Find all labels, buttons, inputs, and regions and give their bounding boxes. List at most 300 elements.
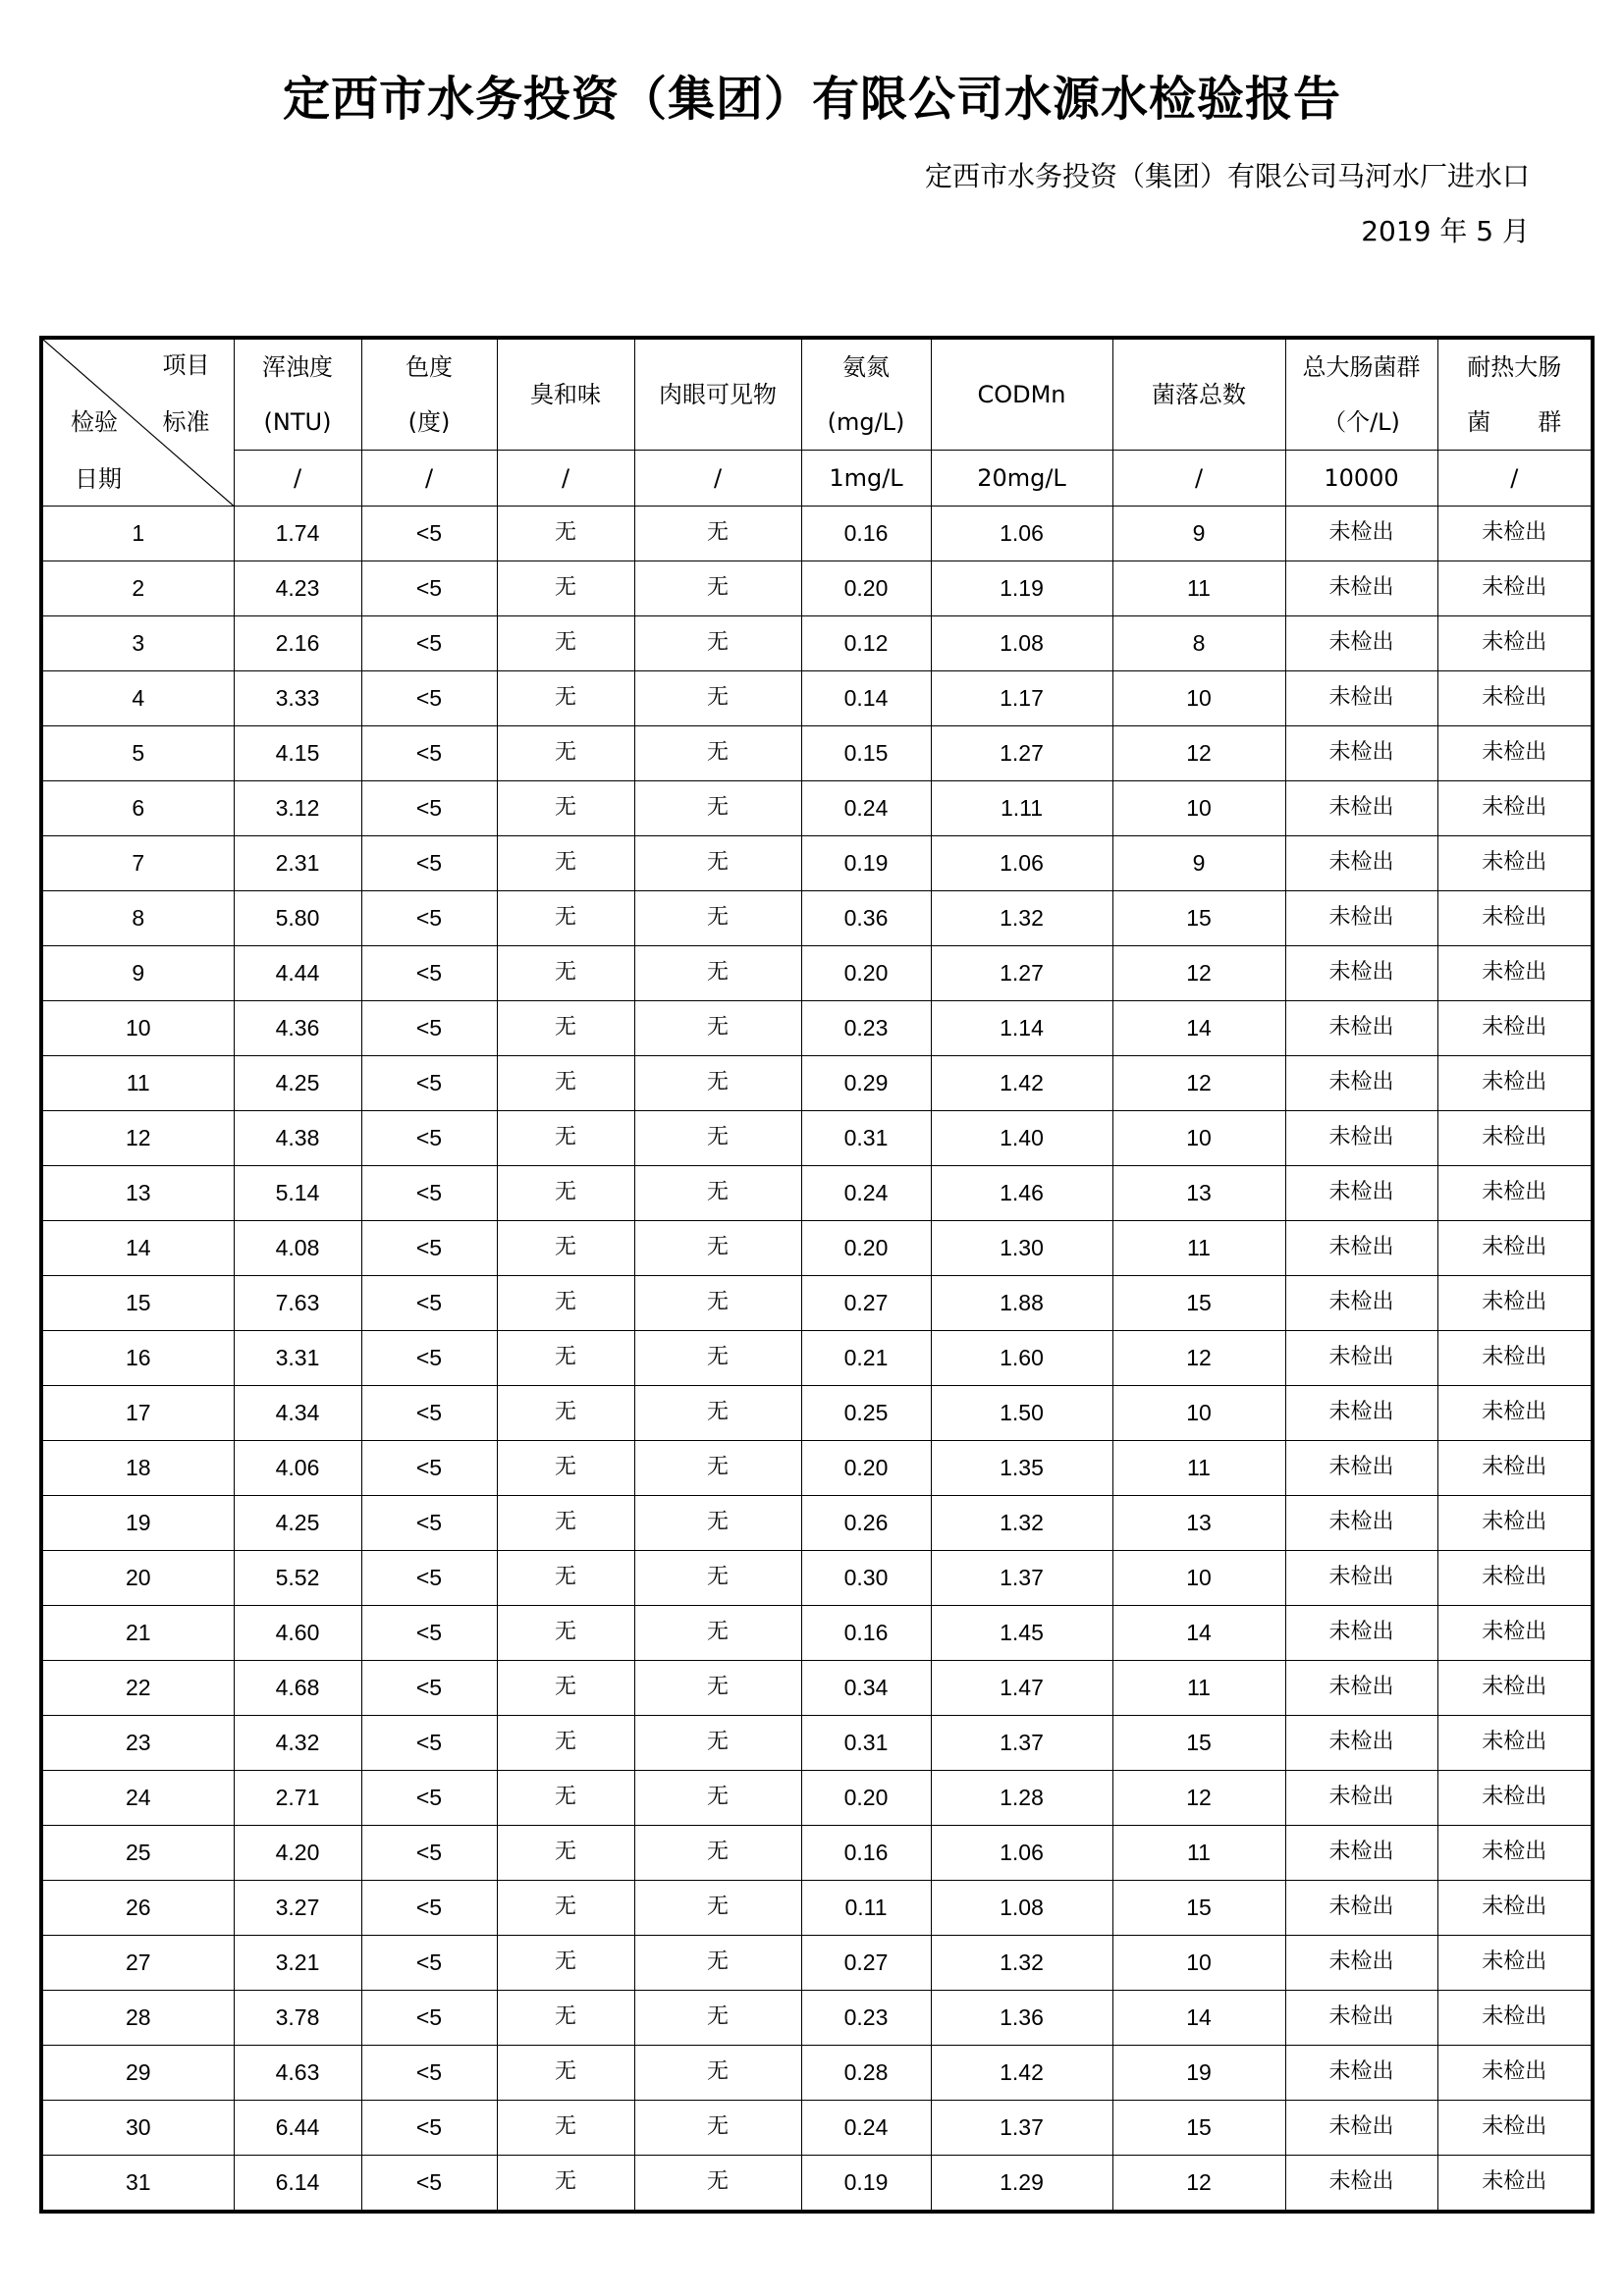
cell-day: 26	[41, 1881, 234, 1936]
cell-color: <5	[361, 671, 497, 726]
cell-thermotolerant-coliform: 未检出	[1437, 1496, 1593, 1551]
cell-day: 30	[41, 2101, 234, 2156]
cell-odor-taste: 无	[497, 1716, 634, 1771]
cell-thermotolerant-coliform: 未检出	[1437, 671, 1593, 726]
cell-total-coliform: 未检出	[1285, 616, 1437, 671]
cell-codmn: 1.42	[931, 1056, 1112, 1111]
cell-visible-matter: 无	[634, 561, 801, 616]
cell-odor-taste: 无	[497, 946, 634, 1001]
cell-thermotolerant-coliform: 未检出	[1437, 781, 1593, 836]
cell-codmn: 1.60	[931, 1331, 1112, 1386]
table-row	[41, 1331, 1593, 1386]
table-row	[41, 1551, 1593, 1606]
cell-color: <5	[361, 1936, 497, 1991]
cell-codmn: 1.40	[931, 1111, 1112, 1166]
cell-codmn: 1.32	[931, 1496, 1112, 1551]
cell-visible-matter: 无	[634, 836, 801, 891]
cell-ammonia-nitrogen: 0.23	[801, 1001, 931, 1056]
cell-color: <5	[361, 1276, 497, 1331]
cell-color: <5	[361, 1221, 497, 1276]
cell-codmn: 1.47	[931, 1661, 1112, 1716]
cell-day: 11	[41, 1056, 234, 1111]
standard-turbidity: /	[234, 451, 361, 507]
cell-ammonia-nitrogen: 0.31	[801, 1111, 931, 1166]
cell-total-bacteria: 10	[1112, 1111, 1285, 1166]
cell-total-coliform: 未检出	[1285, 1991, 1437, 2046]
cell-turbidity: 3.31	[234, 1331, 361, 1386]
cell-odor-taste: 无	[497, 1661, 634, 1716]
cell-codmn: 1.42	[931, 2046, 1112, 2101]
cell-total-bacteria: 9	[1112, 507, 1285, 561]
cell-day: 7	[41, 836, 234, 891]
cell-total-bacteria: 13	[1112, 1496, 1285, 1551]
cell-odor-taste: 无	[497, 1166, 634, 1221]
cell-total-bacteria: 10	[1112, 781, 1285, 836]
cell-visible-matter: 无	[634, 781, 801, 836]
table-row	[41, 726, 1593, 781]
cell-color: <5	[361, 507, 497, 561]
cell-thermotolerant-coliform: 未检出	[1437, 507, 1593, 561]
cell-total-coliform: 未检出	[1285, 1826, 1437, 1881]
cell-thermotolerant-coliform: 未检出	[1437, 946, 1593, 1001]
cell-total-bacteria: 12	[1112, 1331, 1285, 1386]
cell-color: <5	[361, 2046, 497, 2101]
cell-ammonia-nitrogen: 0.24	[801, 1166, 931, 1221]
cell-total-coliform: 未检出	[1285, 1551, 1437, 1606]
cell-total-coliform: 未检出	[1285, 1881, 1437, 1936]
cell-total-coliform: 未检出	[1285, 891, 1437, 946]
cell-color: <5	[361, 561, 497, 616]
cell-codmn: 1.36	[931, 1991, 1112, 2046]
cell-ammonia-nitrogen: 0.11	[801, 1881, 931, 1936]
cell-color: <5	[361, 1716, 497, 1771]
cell-ammonia-nitrogen: 0.12	[801, 616, 931, 671]
cell-total-bacteria: 12	[1112, 726, 1285, 781]
cell-odor-taste: 无	[497, 1111, 634, 1166]
cell-thermotolerant-coliform: 未检出	[1437, 726, 1593, 781]
cell-total-coliform: 未检出	[1285, 1496, 1437, 1551]
corner-label-item: 项目	[162, 351, 210, 379]
corner-label-standard: 标准	[162, 408, 210, 436]
cell-codmn: 1.45	[931, 1606, 1112, 1661]
cell-turbidity: 6.14	[234, 2156, 361, 2213]
cell-visible-matter: 无	[634, 1936, 801, 1991]
corner-label-check: 检验	[71, 408, 118, 436]
cell-total-bacteria: 15	[1112, 1716, 1285, 1771]
column-header-name: 浑浊度	[262, 353, 333, 381]
table-row	[41, 1771, 1593, 1826]
cell-thermotolerant-coliform: 未检出	[1437, 1826, 1593, 1881]
cell-odor-taste: 无	[497, 891, 634, 946]
cell-day: 14	[41, 1221, 234, 1276]
cell-total-bacteria: 10	[1112, 1936, 1285, 1991]
cell-thermotolerant-coliform: 未检出	[1437, 1441, 1593, 1496]
cell-turbidity: 2.16	[234, 616, 361, 671]
cell-color: <5	[361, 1056, 497, 1111]
cell-total-bacteria: 11	[1112, 1826, 1285, 1881]
cell-turbidity: 4.23	[234, 561, 361, 616]
cell-total-bacteria: 12	[1112, 1056, 1285, 1111]
table-row	[41, 671, 1593, 726]
cell-odor-taste: 无	[497, 1496, 634, 1551]
cell-visible-matter: 无	[634, 2046, 801, 2101]
cell-turbidity: 4.44	[234, 946, 361, 1001]
cell-total-bacteria: 10	[1112, 1551, 1285, 1606]
cell-visible-matter: 无	[634, 1221, 801, 1276]
cell-turbidity: 4.08	[234, 1221, 361, 1276]
cell-thermotolerant-coliform: 未检出	[1437, 1606, 1593, 1661]
cell-odor-taste: 无	[497, 1936, 634, 1991]
cell-codmn: 1.29	[931, 2156, 1112, 2213]
table-row	[41, 2046, 1593, 2101]
cell-total-coliform: 未检出	[1285, 1331, 1437, 1386]
cell-codmn: 1.11	[931, 781, 1112, 836]
cell-turbidity: 3.27	[234, 1881, 361, 1936]
cell-day: 22	[41, 1661, 234, 1716]
cell-ammonia-nitrogen: 0.20	[801, 1441, 931, 1496]
cell-turbidity: 4.20	[234, 1826, 361, 1881]
cell-odor-taste: 无	[497, 561, 634, 616]
cell-odor-taste: 无	[497, 726, 634, 781]
cell-color: <5	[361, 1111, 497, 1166]
cell-odor-taste: 无	[497, 2156, 634, 2213]
cell-color: <5	[361, 946, 497, 1001]
column-header-name: 总大肠菌群	[1302, 353, 1421, 381]
cell-turbidity: 4.60	[234, 1606, 361, 1661]
cell-turbidity: 1.74	[234, 507, 361, 561]
table-row	[41, 1221, 1593, 1276]
cell-total-coliform: 未检出	[1285, 1716, 1437, 1771]
table-row	[41, 561, 1593, 616]
column-header-name: 耐热大肠	[1467, 353, 1562, 381]
table-body	[41, 338, 1593, 2212]
cell-total-bacteria: 12	[1112, 2156, 1285, 2213]
column-header-thermotolerant-coliform	[1437, 338, 1593, 451]
cell-visible-matter: 无	[634, 946, 801, 1001]
header-row-names	[41, 338, 1593, 451]
column-header-name: 臭和味	[530, 381, 601, 408]
cell-odor-taste: 无	[497, 1881, 634, 1936]
cell-day: 23	[41, 1716, 234, 1771]
cell-visible-matter: 无	[634, 1331, 801, 1386]
cell-odor-taste: 无	[497, 781, 634, 836]
cell-day: 15	[41, 1276, 234, 1331]
table-row	[41, 946, 1593, 1001]
cell-thermotolerant-coliform: 未检出	[1437, 1881, 1593, 1936]
cell-day: 4	[41, 671, 234, 726]
cell-visible-matter: 无	[634, 1001, 801, 1056]
cell-day: 2	[41, 561, 234, 616]
cell-turbidity: 5.52	[234, 1551, 361, 1606]
cell-visible-matter: 无	[634, 1881, 801, 1936]
cell-total-coliform: 未检出	[1285, 671, 1437, 726]
cell-total-bacteria: 15	[1112, 2101, 1285, 2156]
table-row	[41, 781, 1593, 836]
cell-visible-matter: 无	[634, 1496, 801, 1551]
cell-day: 8	[41, 891, 234, 946]
cell-visible-matter: 无	[634, 1551, 801, 1606]
cell-day: 21	[41, 1606, 234, 1661]
cell-total-bacteria: 11	[1112, 1661, 1285, 1716]
cell-ammonia-nitrogen: 0.19	[801, 836, 931, 891]
cell-thermotolerant-coliform: 未检出	[1437, 1001, 1593, 1056]
cell-visible-matter: 无	[634, 2156, 801, 2213]
cell-turbidity: 5.80	[234, 891, 361, 946]
table-row	[41, 2101, 1593, 2156]
cell-thermotolerant-coliform: 未检出	[1437, 1551, 1593, 1606]
cell-turbidity: 4.25	[234, 1496, 361, 1551]
cell-ammonia-nitrogen: 0.21	[801, 1331, 931, 1386]
cell-ammonia-nitrogen: 0.29	[801, 1056, 931, 1111]
cell-visible-matter: 无	[634, 1606, 801, 1661]
cell-turbidity: 4.32	[234, 1716, 361, 1771]
cell-codmn: 1.35	[931, 1441, 1112, 1496]
cell-color: <5	[361, 616, 497, 671]
cell-codmn: 1.37	[931, 2101, 1112, 2156]
cell-turbidity: 3.78	[234, 1991, 361, 2046]
cell-total-coliform: 未检出	[1285, 561, 1437, 616]
cell-ammonia-nitrogen: 0.30	[801, 1551, 931, 1606]
cell-ammonia-nitrogen: 0.31	[801, 1716, 931, 1771]
cell-codmn: 1.19	[931, 561, 1112, 616]
cell-codmn: 1.37	[931, 1716, 1112, 1771]
cell-total-coliform: 未检出	[1285, 1441, 1437, 1496]
cell-visible-matter: 无	[634, 1441, 801, 1496]
cell-odor-taste: 无	[497, 1606, 634, 1661]
table-row	[41, 1991, 1593, 2046]
cell-odor-taste: 无	[497, 1276, 634, 1331]
cell-codmn: 1.06	[931, 1826, 1112, 1881]
cell-color: <5	[361, 1441, 497, 1496]
cell-color: <5	[361, 726, 497, 781]
column-header-name: 氨氮	[842, 353, 890, 381]
water-quality-table	[39, 336, 1595, 2214]
sampling-location: 定西市水务投资（集团）有限公司马河水厂进水口	[924, 160, 1530, 192]
cell-total-coliform: 未检出	[1285, 1386, 1437, 1441]
cell-turbidity: 4.63	[234, 2046, 361, 2101]
cell-visible-matter: 无	[634, 1771, 801, 1826]
cell-thermotolerant-coliform: 未检出	[1437, 2046, 1593, 2101]
table-row	[41, 2156, 1593, 2213]
cell-total-bacteria: 12	[1112, 1771, 1285, 1826]
cell-odor-taste: 无	[497, 616, 634, 671]
cell-total-coliform: 未检出	[1285, 507, 1437, 561]
cell-day: 17	[41, 1386, 234, 1441]
cell-day: 3	[41, 616, 234, 671]
cell-turbidity: 2.31	[234, 836, 361, 891]
cell-odor-taste: 无	[497, 1056, 634, 1111]
cell-total-bacteria: 10	[1112, 1386, 1285, 1441]
cell-total-bacteria: 10	[1112, 671, 1285, 726]
cell-total-coliform: 未检出	[1285, 1936, 1437, 1991]
cell-total-bacteria: 8	[1112, 616, 1285, 671]
cell-total-coliform: 未检出	[1285, 1001, 1437, 1056]
cell-day: 18	[41, 1441, 234, 1496]
cell-turbidity: 3.12	[234, 781, 361, 836]
cell-thermotolerant-coliform: 未检出	[1437, 891, 1593, 946]
cell-odor-taste: 无	[497, 1331, 634, 1386]
cell-ammonia-nitrogen: 0.26	[801, 1496, 931, 1551]
table-row	[41, 1661, 1593, 1716]
cell-ammonia-nitrogen: 0.14	[801, 671, 931, 726]
header-row-standards	[41, 451, 1593, 507]
cell-ammonia-nitrogen: 0.27	[801, 1936, 931, 1991]
cell-ammonia-nitrogen: 0.36	[801, 891, 931, 946]
table-row	[41, 616, 1593, 671]
cell-day: 19	[41, 1496, 234, 1551]
cell-codmn: 1.28	[931, 1771, 1112, 1826]
standard-visible-matter: /	[634, 451, 801, 507]
cell-turbidity: 4.25	[234, 1056, 361, 1111]
cell-total-coliform: 未检出	[1285, 2046, 1437, 2101]
cell-codmn: 1.88	[931, 1276, 1112, 1331]
cell-codmn: 1.08	[931, 1881, 1112, 1936]
cell-color: <5	[361, 1001, 497, 1056]
cell-codmn: 1.17	[931, 671, 1112, 726]
cell-thermotolerant-coliform: 未检出	[1437, 561, 1593, 616]
cell-visible-matter: 无	[634, 1661, 801, 1716]
cell-day: 29	[41, 2046, 234, 2101]
table-row	[41, 1441, 1593, 1496]
cell-thermotolerant-coliform: 未检出	[1437, 2156, 1593, 2213]
cell-ammonia-nitrogen: 0.28	[801, 2046, 931, 2101]
cell-thermotolerant-coliform: 未检出	[1437, 1221, 1593, 1276]
cell-odor-taste: 无	[497, 1441, 634, 1496]
cell-ammonia-nitrogen: 0.15	[801, 726, 931, 781]
cell-ammonia-nitrogen: 0.20	[801, 946, 931, 1001]
cell-day: 20	[41, 1551, 234, 1606]
cell-total-bacteria: 13	[1112, 1166, 1285, 1221]
cell-total-coliform: 未检出	[1285, 2156, 1437, 2213]
cell-codmn: 1.06	[931, 836, 1112, 891]
cell-turbidity: 4.15	[234, 726, 361, 781]
cell-day: 12	[41, 1111, 234, 1166]
cell-ammonia-nitrogen: 0.27	[801, 1276, 931, 1331]
cell-day: 31	[41, 2156, 234, 2213]
cell-thermotolerant-coliform: 未检出	[1437, 1056, 1593, 1111]
cell-color: <5	[361, 1881, 497, 1936]
cell-odor-taste: 无	[497, 2046, 634, 2101]
report-date: 2019 年 5 月	[1361, 215, 1530, 247]
table-row	[41, 1056, 1593, 1111]
cell-total-bacteria: 14	[1112, 1991, 1285, 2046]
report-title: 定西市水务投资（集团）有限公司水源水检验报告	[282, 72, 1341, 127]
cell-color: <5	[361, 781, 497, 836]
cell-day: 13	[41, 1166, 234, 1221]
table-row	[41, 1111, 1593, 1166]
cell-total-bacteria: 11	[1112, 561, 1285, 616]
table-row	[41, 836, 1593, 891]
cell-day: 16	[41, 1331, 234, 1386]
cell-color: <5	[361, 1166, 497, 1221]
cell-visible-matter: 无	[634, 2101, 801, 2156]
cell-total-bacteria: 15	[1112, 891, 1285, 946]
cell-thermotolerant-coliform: 未检出	[1437, 836, 1593, 891]
cell-turbidity: 5.14	[234, 1166, 361, 1221]
cell-color: <5	[361, 836, 497, 891]
cell-odor-taste: 无	[497, 1386, 634, 1441]
cell-thermotolerant-coliform: 未检出	[1437, 1771, 1593, 1826]
cell-visible-matter: 无	[634, 1826, 801, 1881]
cell-day: 25	[41, 1826, 234, 1881]
cell-color: <5	[361, 1991, 497, 2046]
table-row	[41, 1386, 1593, 1441]
cell-odor-taste: 无	[497, 671, 634, 726]
cell-ammonia-nitrogen: 0.23	[801, 1991, 931, 2046]
cell-turbidity: 4.36	[234, 1001, 361, 1056]
cell-visible-matter: 无	[634, 1056, 801, 1111]
cell-total-bacteria: 14	[1112, 1001, 1285, 1056]
cell-turbidity: 4.06	[234, 1441, 361, 1496]
column-header-ammonia-nitrogen	[801, 338, 931, 451]
column-header-codmn	[931, 338, 1112, 451]
cell-total-coliform: 未检出	[1285, 946, 1437, 1001]
cell-visible-matter: 无	[634, 1991, 801, 2046]
column-header-name: 色度	[406, 353, 453, 381]
cell-codmn: 1.32	[931, 1936, 1112, 1991]
cell-thermotolerant-coliform: 未检出	[1437, 1936, 1593, 1991]
cell-color: <5	[361, 891, 497, 946]
cell-turbidity: 6.44	[234, 2101, 361, 2156]
cell-thermotolerant-coliform: 未检出	[1437, 1991, 1593, 2046]
table-row	[41, 1826, 1593, 1881]
cell-color: <5	[361, 1826, 497, 1881]
cell-thermotolerant-coliform: 未检出	[1437, 1661, 1593, 1716]
cell-visible-matter: 无	[634, 507, 801, 561]
cell-ammonia-nitrogen: 0.24	[801, 781, 931, 836]
cell-total-coliform: 未检出	[1285, 726, 1437, 781]
column-header-unit: （个/L)	[1323, 408, 1400, 436]
standard-total-coliform: 10000	[1285, 451, 1437, 507]
cell-odor-taste: 无	[497, 836, 634, 891]
cell-codmn: 1.27	[931, 726, 1112, 781]
column-header-name: CODMn	[977, 381, 1066, 408]
cell-total-coliform: 未检出	[1285, 1056, 1437, 1111]
cell-visible-matter: 无	[634, 616, 801, 671]
cell-codmn: 1.30	[931, 1221, 1112, 1276]
column-header-odor-taste	[497, 338, 634, 451]
table-row	[41, 1606, 1593, 1661]
cell-total-coliform: 未检出	[1285, 1166, 1437, 1221]
cell-ammonia-nitrogen: 0.16	[801, 1826, 931, 1881]
cell-total-bacteria: 12	[1112, 946, 1285, 1001]
cell-day: 27	[41, 1936, 234, 1991]
standard-odor-taste: /	[497, 451, 634, 507]
column-header-unit: (mg/L)	[827, 408, 905, 436]
cell-turbidity: 3.33	[234, 671, 361, 726]
cell-odor-taste: 无	[497, 1771, 634, 1826]
cell-total-coliform: 未检出	[1285, 781, 1437, 836]
cell-visible-matter: 无	[634, 1166, 801, 1221]
cell-day: 28	[41, 1991, 234, 2046]
cell-turbidity: 2.71	[234, 1771, 361, 1826]
cell-total-bacteria: 11	[1112, 1221, 1285, 1276]
cell-thermotolerant-coliform: 未检出	[1437, 2101, 1593, 2156]
table-row	[41, 507, 1593, 561]
column-header-visible-matter	[634, 338, 801, 451]
cell-ammonia-nitrogen: 0.19	[801, 2156, 931, 2213]
cell-color: <5	[361, 1386, 497, 1441]
standard-ammonia-nitrogen: 1mg/L	[801, 451, 931, 507]
cell-color: <5	[361, 1496, 497, 1551]
cell-codmn: 1.08	[931, 616, 1112, 671]
column-header-total-bacteria	[1112, 338, 1285, 451]
table-row	[41, 1276, 1593, 1331]
table-row	[41, 1716, 1593, 1771]
cell-codmn: 1.32	[931, 891, 1112, 946]
table-row	[41, 1936, 1593, 1991]
cell-total-coliform: 未检出	[1285, 836, 1437, 891]
